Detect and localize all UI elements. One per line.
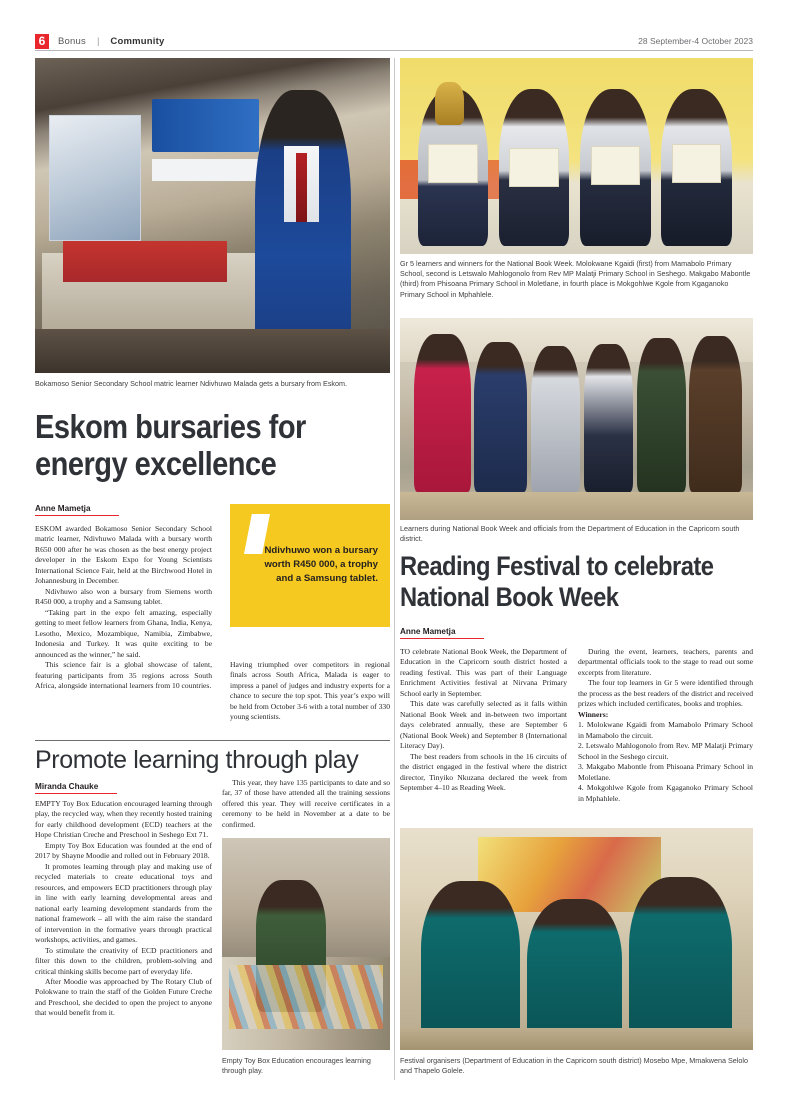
photo-eskom-bursary [35,58,390,373]
pullquote-text: Ndivhuwo won a bursary worth R450 000, a trophy and a Samsung tablet. [264,545,378,584]
issue-date: 28 September-4 October 2023 [638,36,753,46]
paragraph: This date was carefully selected as it falls within National Book Week and in-between two important days celebrated annually, these are September 6 (National Book Week) and September 8 (International Literacy Day). [400,699,567,751]
winner-item: 4. Mokgohlwe Kgole from Kgaganoko Primary School in Mphahlele. [578,783,753,803]
paragraph: After Moodie was approached by The Rotary Club of Polokwane to train the staff of the Golden Future Creche and Preschool, she decided to open the project to anyone that would benefit from it. [35,976,212,1018]
byline-reading: Anne Mametja [400,627,484,639]
page-number-badge: 6 [35,34,49,49]
paragraph: Having triumphed over competitors in regional finals across South Africa, Malada is eager to impress a panel of judges and industry experts for a chance to secure the top spot. This year’s expo will be held from October 3-6 with a total number of 330 young scientists. [230,660,390,722]
masthead-rule [35,50,753,51]
paragraph: To stimulate the creativity of ECD practitioners and filter this down to the children, problem-solving and critical thinking skills become part of everyday life. [35,945,212,976]
byline-play: Miranda Chauke [35,782,117,794]
paragraph: EMPTY Toy Box Education encouraged learning through play, the recycled way, when they recently hosted training for early childhood development (ECD) teachers at the Hope Christian Creche and Preschool in Seshego Ext 71. [35,799,212,840]
headline-reading-line2: National Book Week [400,582,619,612]
byline-eskom: Anne Mametja [35,504,119,516]
winner-item: 2. Letswalo Mahlogonolo from Rev. MP Malatji Primary School in the Seshego circuit. [578,741,753,761]
masthead [35,30,753,52]
winner-item: 3. Makgabo Mabontle from Phisoana Primary School in Moletlane. [578,762,753,782]
subsection-name: Community [110,35,165,47]
body-reading-col1 [400,647,567,794]
paragraph: This year, they have 135 participants to date and so far, 37 of those have attended all the training sessions offered this year. They will receive certificates in a ceremony to be held in November at a date to be confirmed. [222,778,390,829]
paragraph: During the event, learners, teachers, parents and departmental officials took to the stage to read out some excerpts from literature. [578,647,753,677]
photo-toybox-training [222,838,390,1050]
headline-eskom-line1: Eskom bursaries for [35,408,306,445]
body-reading-col2 [578,647,753,804]
photo-festival-organisers [400,828,753,1050]
headline-eskom-line2: energy excellence [35,445,277,482]
photo-gr5-winners [400,58,753,254]
pullquote-eskom [230,504,390,627]
column-rule-centre [394,58,395,1080]
paragraph: TO celebrate National Book Week, the Department of Education in the Capricorn south district hosted a reading festival. This was part of their Language Enrichment Activities festival at Nirvana Primary School early in September. [400,647,567,698]
paragraph: It promotes learning through play and making use of recycled materials to create educational toys and resources, and empowers ECD practitioners through play in line with early learning developmental areas and national early learning development standards from the national framework – all with the aim raise the standard of intervention in the formative years through practical workshops, activities, and games. [35,861,212,945]
headline-play: Promote learning through play [35,746,359,774]
paragraph: The best readers from schools in the 16 circuits of the district engaged in the festival where the district director, Tinyiko Nkuzana declared the week from September 4–10 as Reading Week. [400,751,567,793]
caption-festival-organisers: Festival organisers (Department of Education in the Capricorn south district) Mosebo Mpe, Mmakwena Selolo and Thapelo Golele. [400,1056,748,1076]
caption-eskom-bursary: Bokamoso Senior Secondary School matric learner Ndivhuwo Malada gets a bursary from Eskom. [35,379,347,388]
caption-learners-officials: Learners during National Book Week and officials from the Department of Education in the Capricorn south district. [400,524,740,544]
masthead-left [35,34,164,49]
caption-gr5-winners: Gr 5 learners and winners for the National Book Week. Molokwane Kgaidi (first) from Mamabolo Primary School, second is Letswalo Mahlogonolo from Rev MP Malatji Primary School in Seshego. Makgabo Mabontle (third) from Phisoana Primary School in Moletlane, in fourth place is Mokgohlwe Kgole from Kgaganoko Primary School in Mphahlele. [400,259,751,299]
headline-reading-line1: Reading Festival to celebrate [400,551,714,581]
body-play-col2 [222,778,390,830]
body-eskom-col2 [230,660,390,723]
caption-toybox-training: Empty Toy Box Education encourages learning through play. [222,1056,371,1076]
winner-item: 1. Molokwane Kgaidi from Mamabolo Primary School in Mamabolo the circuit. [578,720,753,740]
paragraph: ESKOM awarded Bokamoso Senior Secondary School matric learner, Ndivhuwo Malada with a bursary worth R650 000 after he was chosen as the best energy project developer in the Eskom Expo for Young Scientists International Science Fair, held at the Birchwood Hotel in Johannesburg in December. [35,524,212,586]
body-eskom-col1 [35,524,212,692]
paragraph: The four top learners in Gr 5 were identified through the process as the best readers of the district and received prizes which included certificates, books and trophies. [578,678,753,709]
paragraph: Ndivhuwo also won a bursary from Siemens worth R450 000, a trophy and a Samsung tablet. [35,586,212,607]
photo-learners-officials [400,318,753,520]
paragraph: Empty Toy Box Education was founded at the end of 2017 by Shayne Moodie and rolled out in February 2018. [35,840,212,861]
section-rule-play [35,740,390,741]
body-play-col1 [35,799,212,1019]
paragraph: “Taking part in the expo felt amazing, especially getting to meet fellow learners from Ghana, India, Kenya, Lesotho, Mexico, Mozambique, Namibia, Zimbabwe, Indonesia and Turkey. It was quite exciting to be announced as the winner,” he said. [35,607,212,659]
section-name: Bonus [58,35,86,47]
winners-label: Winners: [578,709,609,719]
paragraph: This science fair is a global showcase of talent, featuring participants from 35 regions across South Africa, alongside international learners from 10 countries. [35,660,212,691]
section-divider: | [96,35,100,47]
